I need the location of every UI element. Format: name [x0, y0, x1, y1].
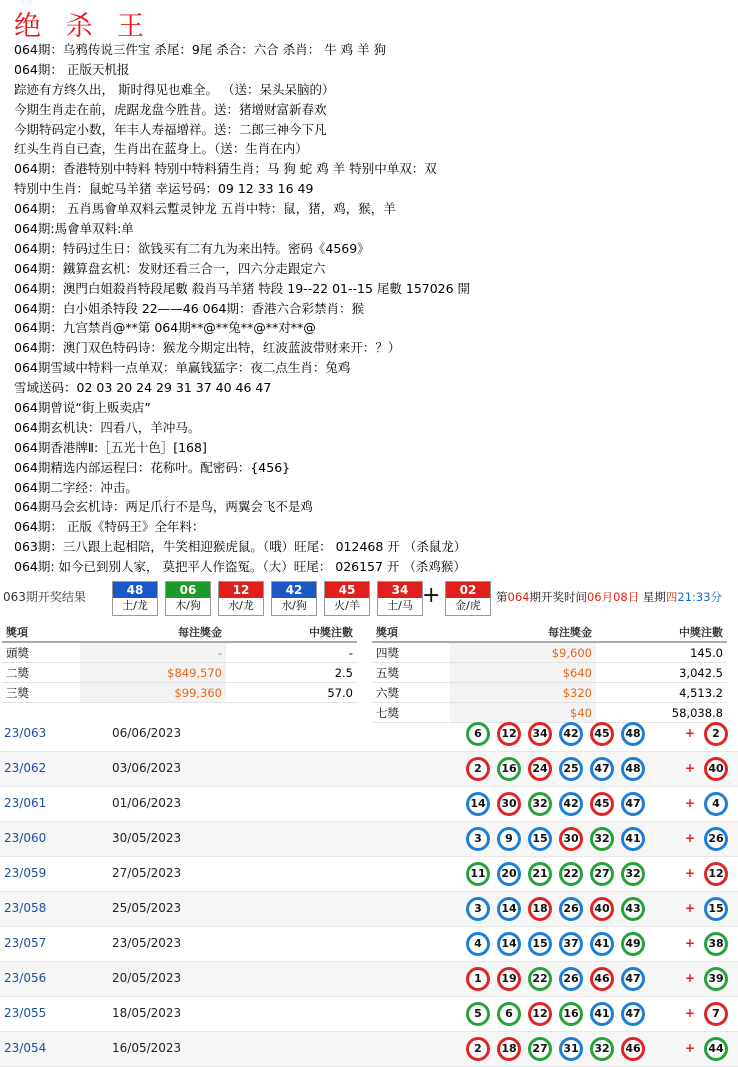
history-ball: 14	[497, 932, 521, 956]
history-ball: 32	[590, 1037, 614, 1061]
ball-number: 34	[378, 582, 422, 598]
history-ball: 41	[590, 932, 614, 956]
history-ball: 40	[590, 897, 614, 921]
text-line: 064期：澳门双色特码诗：猴龙今期定出特，红波蓝波带财来开：？）	[14, 340, 401, 356]
history-ball: 6	[466, 722, 490, 746]
text-line: 今期特码定小数，年丰人寿福增祥。送：二郎三神今下凡	[14, 121, 327, 137]
history-ball: 49	[621, 932, 645, 956]
history-ball: 12	[497, 722, 521, 746]
issue-number[interactable]: 23/058	[4, 901, 47, 915]
prize-cell: $320	[450, 683, 596, 703]
text-line: 064期香港牌Ⅱ:［五光十色］[168]	[14, 439, 207, 455]
draw-date: 01/06/2023	[112, 796, 182, 810]
history-ball: 19	[497, 967, 521, 991]
ball-zodiac: 水/龙	[228, 599, 254, 612]
history-special-ball: 12	[704, 862, 728, 886]
prize-header-cell: 中獎注數	[596, 622, 727, 642]
text-line: 064期：白小姐杀特段 22——46 064期：香港六合彩禁肖：猴	[14, 300, 364, 316]
issue-number[interactable]: 23/063	[4, 726, 47, 740]
history-ball: 15	[528, 827, 552, 851]
prize-header-cell: 中獎注數	[226, 622, 357, 642]
history-ball: 22	[559, 862, 583, 886]
history-ball: 31	[559, 1037, 583, 1061]
prize-header-cell: 每注獎金	[450, 622, 596, 642]
history-row	[0, 1032, 738, 1067]
history-row	[0, 752, 738, 787]
text-line: 063期：三八跟上起相陪，牛笑相迎猴虎鼠。（哦）旺尾： 012468 开 （杀鼠龙）	[14, 539, 467, 555]
ball-number: 42	[272, 582, 316, 598]
text-line: 064期：澳門白姐殺肖特段尾數 殺肖马羊猪 特段 19--22 01--15 尾數 157026 開	[14, 280, 471, 296]
text-line: 064期玄机诀：四看八，羊冲马。	[14, 419, 201, 435]
history-special-ball: 38	[704, 932, 728, 956]
history-results-list	[0, 717, 738, 1067]
prize-header-cell: 每注獎金	[80, 622, 226, 642]
next-draw-info: 第064期开奖时间06月08日 星期四21:33分	[496, 590, 723, 604]
prediction-text-block	[14, 40, 734, 577]
history-ball: 32	[528, 792, 552, 816]
result-ball	[112, 581, 158, 616]
prize-table-left	[2, 622, 357, 703]
history-ball: 48	[621, 757, 645, 781]
history-special-ball: 26	[704, 827, 728, 851]
history-ball: 21	[528, 862, 552, 886]
prize-cell: 3,042.5	[596, 663, 727, 683]
history-ball: 18	[528, 897, 552, 921]
history-ball: 32	[590, 827, 614, 851]
history-row	[0, 927, 738, 962]
draw-results-strip	[0, 581, 738, 615]
history-special-ball: 4	[704, 792, 728, 816]
text-line: 踪迹有方终久出， 斯时得见也难全。 （送：呆头呆脑的）	[14, 81, 335, 97]
text-line: 064期： 正版天机报	[14, 61, 130, 77]
history-ball: 34	[528, 722, 552, 746]
history-row	[0, 822, 738, 857]
history-ball: 46	[621, 1037, 645, 1061]
history-ball: 4	[466, 932, 490, 956]
prize-cell: 五獎	[372, 663, 450, 683]
prize-cell: 三獎	[2, 683, 80, 703]
text-line: 064期： 五肖馬會单双料云蹔灵钟龙 五肖中特：鼠，猪，鸡，猴，羊	[14, 201, 396, 217]
history-special-ball: 39	[704, 967, 728, 991]
history-ball: 47	[621, 967, 645, 991]
ball-zodiac: 土/龙	[122, 599, 148, 612]
prize-cell: 二獎	[2, 663, 80, 683]
result-ball	[218, 581, 264, 616]
prize-row	[2, 642, 357, 663]
history-ball: 3	[466, 897, 490, 921]
prize-cell: 頭獎	[2, 642, 80, 663]
prize-row	[372, 642, 727, 663]
history-ball: 47	[590, 757, 614, 781]
result-ball	[445, 581, 491, 616]
text-line: 064期:馬會单双料:单	[14, 221, 134, 237]
history-row	[0, 962, 738, 997]
text-line: 064期精选内部运程曰：花称叶。配密码：{456}	[14, 459, 291, 475]
draw-date: 23/05/2023	[112, 936, 182, 950]
prize-row	[2, 683, 357, 703]
prize-table-right	[372, 622, 727, 723]
history-ball: 45	[590, 722, 614, 746]
ball-number: 06	[166, 582, 210, 598]
prize-cell: $849,570	[80, 663, 226, 683]
history-row	[0, 857, 738, 892]
prize-header-cell: 獎項	[372, 622, 450, 642]
text-line: 064期：乌鸦传说三件宝 杀尾：9尾 杀合：六合 杀肖： 牛 鸡 羊 狗	[14, 42, 387, 57]
issue-number[interactable]: 23/057	[4, 936, 47, 950]
special-plus: +	[685, 761, 696, 775]
prize-cell: -	[226, 642, 357, 663]
history-row	[0, 787, 738, 822]
special-plus: +	[685, 831, 696, 845]
issue-number[interactable]: 23/056	[4, 971, 47, 985]
history-special-ball: 44	[704, 1037, 728, 1061]
special-plus: +	[685, 971, 696, 985]
prize-row	[372, 663, 727, 683]
text-line: 特别中生肖：鼠蛇马羊猪 幸运号码：09 12 33 16 49	[14, 181, 314, 197]
result-ball	[324, 581, 370, 616]
history-ball: 25	[559, 757, 583, 781]
text-line: 064期：九宫禁肖@**第 064期**@**兔**@**对**@	[14, 320, 316, 336]
draw-date: 25/05/2023	[112, 901, 182, 915]
prize-table	[0, 620, 738, 720]
issue-number[interactable]: 23/054	[4, 1041, 47, 1055]
history-special-ball: 2	[704, 722, 728, 746]
draw-date: 18/05/2023	[112, 1006, 182, 1020]
history-ball: 47	[621, 792, 645, 816]
draw-date: 16/05/2023	[112, 1041, 182, 1055]
text-line: 064期: 如今已到别人家， 莫把平人作盗冤。（大）旺尾： 026157 开 （杀鸡猴）	[14, 559, 466, 575]
history-special-ball: 40	[704, 757, 728, 781]
issue-number[interactable]: 23/060	[4, 831, 47, 845]
prize-cell: $40	[450, 703, 596, 723]
draw-date: 27/05/2023	[112, 866, 182, 880]
history-ball: 30	[497, 792, 521, 816]
prize-cell: 2.5	[226, 663, 357, 683]
history-ball: 5	[466, 1002, 490, 1026]
issue-number[interactable]: 23/055	[4, 1006, 47, 1020]
special-plus: +	[422, 583, 441, 608]
history-ball: 1	[466, 967, 490, 991]
text-line: 红头生肖自已查，生肖出在蓝身上。（送：生肖在内）	[14, 141, 308, 157]
prize-cell: $99,360	[80, 683, 226, 703]
prize-cell: $9,600	[450, 642, 596, 663]
history-ball: 46	[590, 967, 614, 991]
issue-number[interactable]: 23/059	[4, 866, 47, 880]
draw-date: 06/06/2023	[112, 726, 182, 740]
history-ball: 22	[528, 967, 552, 991]
page-title: 绝 杀 王	[14, 11, 153, 42]
history-ball: 16	[559, 1002, 583, 1026]
history-ball: 41	[621, 827, 645, 851]
prize-cell: 4,513.2	[596, 683, 727, 703]
ball-zodiac: 木/狗	[175, 599, 201, 612]
ball-zodiac: 水/狗	[281, 599, 307, 612]
prize-cell: 六獎	[372, 683, 450, 703]
prize-row	[372, 683, 727, 703]
special-plus: +	[685, 901, 696, 915]
result-ball	[165, 581, 211, 616]
issue-number[interactable]: 23/061	[4, 796, 47, 810]
history-ball: 47	[621, 1002, 645, 1026]
special-plus: +	[685, 936, 696, 950]
history-ball: 27	[528, 1037, 552, 1061]
history-row	[0, 892, 738, 927]
special-plus: +	[685, 1006, 696, 1020]
history-special-ball: 7	[704, 1002, 728, 1026]
text-line: 064期雪域中特料一点单双：单赢钱猛字：夜二点生肖：兔鸡	[14, 360, 351, 376]
draw-date: 20/05/2023	[112, 971, 182, 985]
result-ball	[271, 581, 317, 616]
history-ball: 45	[590, 792, 614, 816]
history-ball: 26	[559, 897, 583, 921]
draw-date: 30/05/2023	[112, 831, 182, 845]
ball-number: 12	[219, 582, 263, 598]
history-ball: 14	[497, 897, 521, 921]
history-special-ball: 15	[704, 897, 728, 921]
history-ball: 20	[497, 862, 521, 886]
ball-zodiac: 金/虎	[455, 599, 481, 612]
results-label: 063期开奖结果	[3, 590, 86, 604]
ball-zodiac: 火/羊	[334, 599, 360, 612]
history-ball: 37	[559, 932, 583, 956]
history-ball: 27	[590, 862, 614, 886]
ball-number: 48	[113, 582, 157, 598]
special-plus: +	[685, 726, 696, 740]
special-plus: +	[685, 1041, 696, 1055]
history-ball: 2	[466, 757, 490, 781]
ball-zodiac: 土/马	[387, 599, 413, 612]
ball-number: 45	[325, 582, 369, 598]
history-ball: 11	[466, 862, 490, 886]
text-line: 今期生肖走在前，虎踞龙盘今胜昔。送：猪增财富新春欢	[14, 101, 327, 117]
text-line: 064期曾说“街上贩卖店”	[14, 400, 151, 416]
history-ball: 12	[528, 1002, 552, 1026]
history-ball: 32	[621, 862, 645, 886]
text-line: 雪域送码：02 03 20 24 29 31 37 40 46 47	[14, 380, 272, 396]
history-ball: 18	[497, 1037, 521, 1061]
prize-header-cell: 獎項	[2, 622, 80, 642]
text-line: 064期：鐵算盘玄机：发财还看三合一，四六分走跟定六	[14, 260, 326, 276]
history-ball: 42	[559, 722, 583, 746]
text-line: 064期： 正版《特码王》全年料：	[14, 519, 205, 535]
text-line: 064期：香港特别中特料 特别中特料猜生肖：马 狗 蛇 鸡 羊 特别中单双：双	[14, 161, 437, 177]
text-line: 064期二字经：冲击。	[14, 479, 138, 495]
history-ball: 9	[497, 827, 521, 851]
history-ball: 42	[559, 792, 583, 816]
history-ball: 43	[621, 897, 645, 921]
history-ball: 41	[590, 1002, 614, 1026]
history-ball: 14	[466, 792, 490, 816]
prize-cell: $640	[450, 663, 596, 683]
prize-row	[2, 663, 357, 683]
history-ball: 48	[621, 722, 645, 746]
history-row	[0, 997, 738, 1032]
history-ball: 2	[466, 1037, 490, 1061]
prize-cell: -	[80, 642, 226, 663]
history-ball: 15	[528, 932, 552, 956]
history-ball: 24	[528, 757, 552, 781]
history-ball: 26	[559, 967, 583, 991]
result-ball	[377, 581, 423, 616]
history-ball: 30	[559, 827, 583, 851]
prize-cell: 57.0	[226, 683, 357, 703]
history-ball: 3	[466, 827, 490, 851]
issue-number[interactable]: 23/062	[4, 761, 47, 775]
prize-cell: 七獎	[372, 703, 450, 723]
prize-cell: 四獎	[372, 642, 450, 663]
history-ball: 6	[497, 1002, 521, 1026]
ball-number: 02	[446, 582, 490, 598]
draw-date: 03/06/2023	[112, 761, 182, 775]
special-plus: +	[685, 866, 696, 880]
history-row	[0, 717, 738, 752]
text-line: 064期马会玄机诗：两足爪行不是鸟，两翼会飞不是鸡	[14, 499, 313, 515]
text-line: 064期：特码过生日：欲钱买有二有九为来出特。密码《4569》	[14, 240, 370, 256]
prize-cell: 145.0	[596, 642, 727, 663]
prize-cell: 58,038.8	[596, 703, 727, 723]
history-ball: 16	[497, 757, 521, 781]
special-plus: +	[685, 796, 696, 810]
